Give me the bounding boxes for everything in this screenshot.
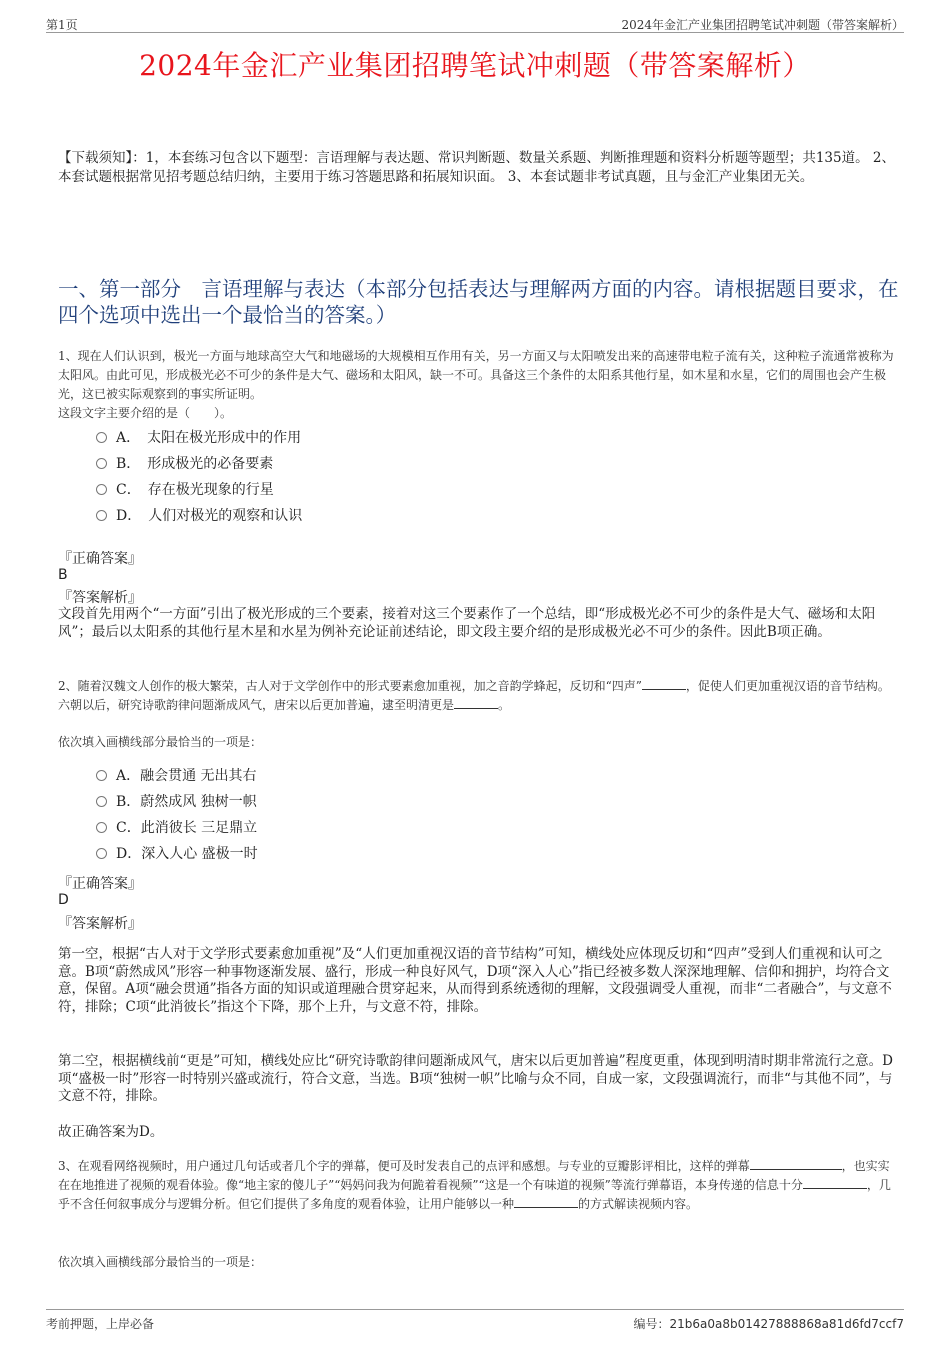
question-2-options [96, 763, 258, 867]
section-title: 一、第一部分 言语理解与表达（本部分包括表达与理解两方面的内容。请根据题目要求，在四个选项中选出一个最恰当的答案。） [58, 277, 899, 327]
header-doc-title: 2024年金汇产业集团招聘笔试冲刺题（带答案解析） [621, 18, 904, 32]
option-b[interactable]: B． 形成极光的必备要素 [96, 451, 302, 477]
radio-icon[interactable] [96, 822, 107, 833]
radio-icon[interactable] [96, 458, 107, 469]
option-c[interactable]: C． 存在极光现象的行星 [96, 477, 302, 503]
question-1-analysis: 文段首先用两个“一方面”引出了极光形成的三个要素，接着对这三个要素作了一个总结，即“形成极光必不可少的条件是大气、磁场和太阳风”；最后以太阳系的其他行星木星和水星为例补充论证前述结论，即文段主要介绍的是形成极光必不可少的条件。因此B项正确。 [58, 606, 876, 640]
download-notice: 【下载须知】：1，本套练习包含以下题型：言语理解与表达题、常识判断题、数量关系题、判断推理题和资料分析题等题型；共135道。 2、本套试题根据常见招考题总结归纳，主要用于练习答题思路和拓展知识面。 3、本套试题非考试真题，且与金汇产业集团无关。 [58, 150, 895, 185]
correct-answer-label: 『正确答案』 [58, 551, 142, 567]
document-title: 2024年金汇产业集团招聘笔试冲刺题（带答案解析） [139, 49, 811, 82]
answer-blank [750, 1157, 842, 1170]
correct-answer-value: B [58, 567, 68, 583]
question-3-prompt: 依次填入画横线部分最恰当的一项是： [58, 1255, 263, 1269]
answer-blank [803, 1176, 867, 1189]
radio-icon[interactable] [96, 484, 107, 495]
analysis-label: 『答案解析』 [58, 590, 142, 606]
question-1-prompt: 这段文字主要介绍的是（ ）。 [58, 406, 233, 420]
option-d[interactable]: D．深入人心 盛极一时 [96, 841, 258, 867]
correct-answer-value: D [58, 892, 69, 908]
page-header [46, 14, 904, 33]
radio-icon[interactable] [96, 770, 107, 781]
analysis-label: 『答案解析』 [58, 916, 142, 932]
page-number: 第1页 [46, 18, 78, 32]
answer-blank [454, 696, 498, 709]
answer-blank [514, 1195, 578, 1208]
correct-answer-label: 『正确答案』 [58, 876, 142, 892]
radio-icon[interactable] [96, 796, 107, 807]
option-b[interactable]: B．蔚然成风 独树一帜 [96, 789, 258, 815]
option-d[interactable]: D． 人们对极光的观察和认识 [96, 503, 302, 529]
footer-slogan: 考前押题，上岸必备 [46, 1317, 155, 1331]
question-2-prompt: 依次填入画横线部分最恰当的一项是： [58, 735, 263, 749]
question-3-text: 3、在观看网络视频时，用户通过几句话或者几个字的弹幕，便可及时发表自己的点评和感想。与专业的豆瓣影评相比，这样的弹幕 ，也实实在在地推进了视频的观看体验。像“地主家的傻儿子”“妈妈问我为何跪着看视频”“这是一个有味道的视频”等流行弹幕语，本身传递的信息十分 ，几乎不含任何叙事成分与逻辑分析。但它们提供了多角度的观看体验，让用户能够以一种 的方式解读视频内容。 [58, 1159, 891, 1211]
radio-icon[interactable] [96, 510, 107, 521]
question-1-text: 1、现在人们认识到，极光一方面与地球高空大气和地磁场的大规模相互作用有关，另一方面又与太阳喷发出来的高速带电粒子流有关，这种粒子流通常被称为太阳风。由此可见，形成极光必不可少的条件是大气、磁场和太阳风，缺一不可。具备这三个条件的太阳系其他行星，如木星和水星，它们的周围也会产生极光，这已被实际观察到的事实所证明。 [58, 349, 894, 401]
question-2-analysis-3: 故正确答案为D。 [58, 1124, 164, 1140]
radio-icon[interactable] [96, 432, 107, 443]
question-2-text: 2、随着汉魏文人创作的极大繁荣，古人对于文学创作中的形式要素愈加重视，加之音韵学蜂起，反切和“四声” ，促使人们更加重视汉语的音节结构。六朝以后，研究诗歌韵律问题渐成风气，唐宋以后更加普遍，逮至明清更是 。 [58, 679, 890, 712]
page-footer [46, 1309, 904, 1332]
option-a[interactable]: A． 太阳在极光形成中的作用 [96, 425, 302, 451]
option-a[interactable]: A．融会贯通 无出其右 [96, 763, 258, 789]
footer-code: 编号：21b6a0a8b01427888868a81d6fd7ccf7 [633, 1317, 904, 1331]
radio-icon[interactable] [96, 848, 107, 859]
question-2-analysis-1: 第一空，根据“古人对于文学形式要素愈加重视”及“人们更加重视汉语的音节结构”可知，横线处应体现反切和“四声”受到人们重视和认可之意。B项“蔚然成风”形容一种事物逐渐发展、盛行，形成一种良好风气，D项“深入人心”指已经被多数人深深地理解、信仰和拥护，均符合文意，保留。A项“融会贯通”指各方面的知识或道理融合贯穿起来，从而得到系统透彻的理解，文段强调受人重视，而非“二者融合”，与文意不符，排除；C项“此消彼长”指这个下降，那个上升，与文意不符，排除。 [58, 946, 892, 1015]
question-1-options [96, 425, 302, 529]
option-c[interactable]: C．此消彼长 三足鼎立 [96, 815, 258, 841]
answer-blank [642, 677, 686, 690]
question-2-analysis-2: 第二空，根据横线前“更是”可知，横线处应比“研究诗歌韵律问题渐成风气，唐宋以后更加普遍”程度更重，体现到明清时期非常流行之意。D项“盛极一时”形容一时特别兴盛或流行，符合文意，当选。B项“独树一帜”比喻与众不同，自成一家，文段强调流行，而非“与其他不同”，与文意不符，排除。 [58, 1053, 893, 1104]
